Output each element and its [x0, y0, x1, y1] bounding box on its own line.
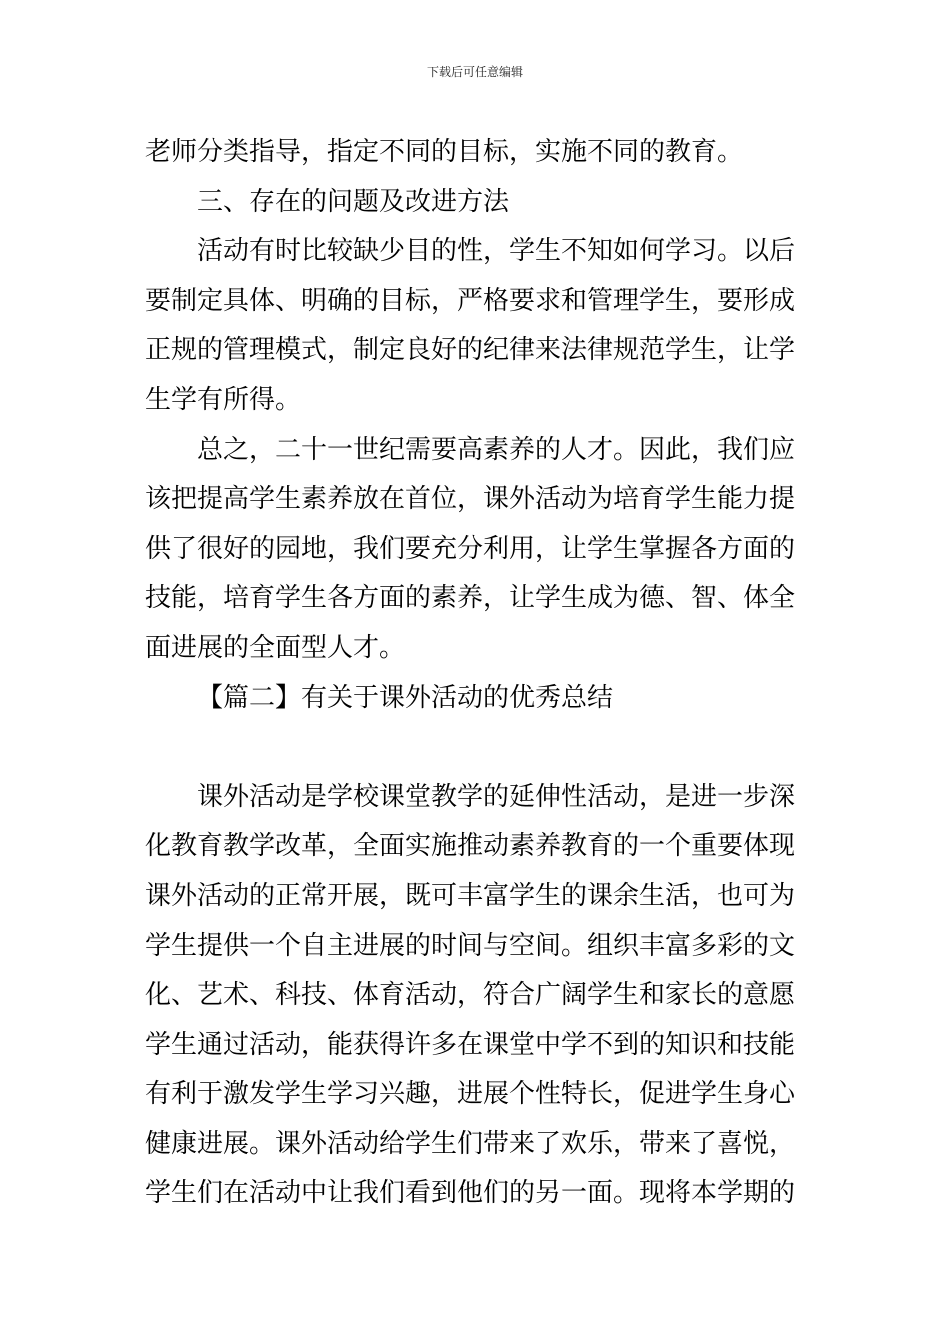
- text-line: 供了很好的园地，我们要充分利用，让学生掌握各方面的: [145, 533, 796, 564]
- text-line: 化、艺术、科技、体育活动，符合广阔学生和家长的意愿: [145, 980, 796, 1011]
- section-heading: 三、存在的问题及改进方法: [197, 186, 510, 217]
- header-note: 下载后可任意编辑: [426, 65, 523, 79]
- text-line: 面进展的全面型人才。: [145, 632, 406, 663]
- text-line: 学生提供一个自主进展的时间与空间。组织丰富多彩的文: [145, 930, 796, 961]
- text-line: 老师分类指导，指定不同的目标，实施不同的教育。: [145, 137, 744, 167]
- text-line: 要制定具体、明确的目标，严格要求和管理学生，要形成: [145, 285, 796, 316]
- text-line: 活动有时比较缺少目的性，学生不知如何学习。以后: [197, 236, 796, 267]
- text-line: 化教育教学改革，全面实施推动素养教育的一个重要体现: [145, 831, 796, 862]
- section-heading: 【篇二】有关于课外活动的优秀总结: [197, 682, 614, 713]
- text-line: 学生通过活动，能获得许多在课堂中学不到的知识和技能: [145, 1029, 796, 1060]
- text-line: 有利于激发学生学习兴趣，进展个性特长，促进学生身心: [145, 1079, 796, 1110]
- text-line: 生学有所得。: [145, 384, 302, 415]
- text-line: 学生们在活动中让我们看到他们的另一面。现将本学期的: [145, 1178, 796, 1209]
- text-line: 该把提高学生素养放在首位，课外活动为培育学生能力提: [145, 484, 796, 515]
- text-line: 技能，培育学生各方面的素养，让学生成为德、智、体全: [145, 583, 796, 614]
- text-line: 健康进展。课外活动给学生们带来了欢乐，带来了喜悦，: [145, 1128, 796, 1159]
- document-body: [145, 128, 807, 1219]
- text-line: 总之，二十一世纪需要高素养的人才。因此，我们应: [197, 434, 796, 465]
- text-line: 课外活动的正常开展，既可丰富学生的课余生活，也可为: [145, 880, 796, 911]
- blank-gap: [145, 723, 807, 773]
- text-line: 正规的管理模式，制定良好的纪律来法律规范学生，让学: [145, 335, 796, 366]
- text-line: 课外活动是学校课堂教学的延伸性活动，是进一步深: [197, 781, 796, 812]
